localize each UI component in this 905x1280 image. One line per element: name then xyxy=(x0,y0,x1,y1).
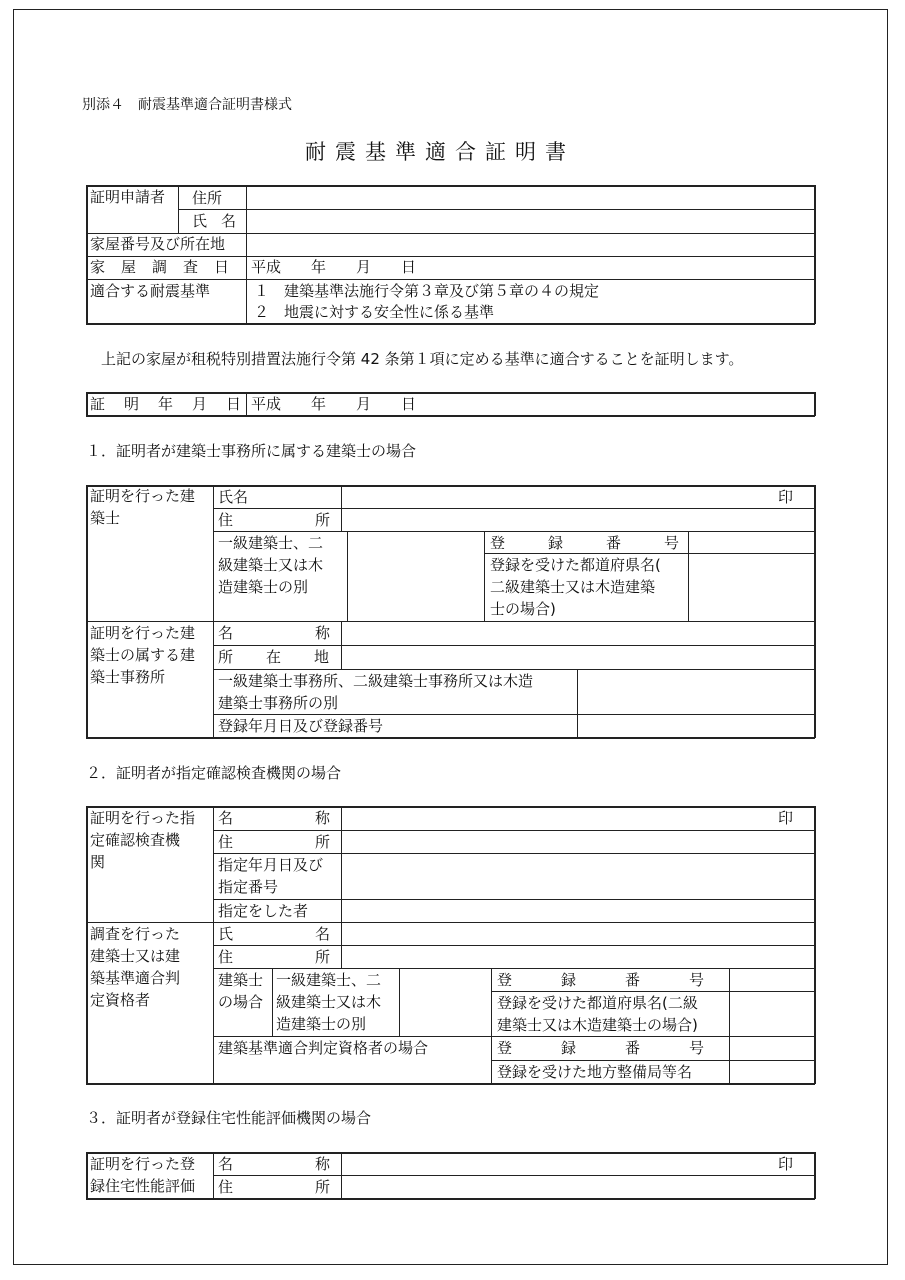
evaluator-label: 証明を行った登 録住宅性能評価 xyxy=(90,1155,196,1195)
applicant-address-label: 住所 xyxy=(192,189,223,207)
office-name-label: 名称 xyxy=(218,624,413,642)
evaluator-seal: 印 xyxy=(778,1155,794,1173)
agency-name-label: 名称 xyxy=(218,809,413,827)
architect-seal: 印 xyxy=(778,488,794,506)
inspector-name-label: 氏名 xyxy=(218,925,413,943)
applicant-name-label: 氏名 xyxy=(192,212,251,230)
inspector-class-label: 一級建築士、二 級建築士又は木 造建築士の別 xyxy=(276,971,382,1033)
agency-seal: 印 xyxy=(778,809,794,827)
architect-address-label: 住所 xyxy=(218,511,413,529)
office-class-label: 一級建築士事務所、二級建築士事務所又は木造 建築士事務所の別 xyxy=(218,672,534,712)
section1-heading: １．証明者が建築士事務所に属する建築士の場合 xyxy=(86,442,417,460)
architect-label: 証明を行った建 築士 xyxy=(90,487,196,527)
document-title: 耐震基準適合証明書 xyxy=(305,140,575,164)
judge-case-label: 建築基準適合判定資格者の場合 xyxy=(218,1039,429,1057)
inspector-label: 調査を行った 建築士又は建 築基準適合判 定資格者 xyxy=(90,925,181,1009)
designation-label: 指定年月日及び 指定番号 xyxy=(218,856,324,896)
architect-name-label: 氏名 xyxy=(218,488,249,506)
standard-item-1: １ 建築基準法施行令第３章及び第５章の４の規定 xyxy=(254,282,600,300)
prefecture-label: 登録を受けた都道府県名( 二級建築士又は木造建築 士の場合) xyxy=(490,556,661,618)
office-label: 証明を行った建 築士の属する建 築士事務所 xyxy=(90,624,196,686)
agency-label: 証明を行った指 定確認検査機 関 xyxy=(90,809,196,871)
office-location-label: 所在地 xyxy=(218,648,363,666)
evaluator-name-label: 名称 xyxy=(218,1155,413,1173)
architect-class-label: 一級建築士、二 級建築士又は木 造建築士の別 xyxy=(218,534,324,596)
agency-address-label: 住所 xyxy=(218,833,413,851)
inspector-prefecture-label: 登録を受けた都道府県名(二級 建築士又は木造建築士の場合) xyxy=(497,994,698,1034)
judge-reg-number-label: 登録番号 xyxy=(497,1039,754,1057)
standard-item-2: ２ 地震に対する安全性に係る基準 xyxy=(254,303,495,321)
bureau-label: 登録を受けた地方整備局等名 xyxy=(497,1063,693,1081)
evaluator-address-label: 住所 xyxy=(218,1178,413,1196)
house-number-label: 家屋番号及び所在地 xyxy=(90,235,226,253)
inspector-reg-number-label: 登録番号 xyxy=(497,971,754,989)
designator-label: 指定をした者 xyxy=(218,902,309,920)
architect-case-label: 建築士 の場合 xyxy=(218,971,264,1011)
applicant-label: 証明申請者 xyxy=(90,188,166,206)
attachment-label: 別添４ 耐震基準適合証明書様式 xyxy=(82,97,292,113)
section2-heading: ２．証明者が指定確認検査機関の場合 xyxy=(86,764,342,782)
cert-date-label: 証明年月日 xyxy=(90,395,261,413)
reg-number-label: 登録番号 xyxy=(490,534,723,552)
certification-statement: 上記の家屋が租税特別措置法施行令第 42 条第１項に定める基準に適合することを証明します。 xyxy=(101,350,744,368)
cert-date-value[interactable]: 平成 年 月 日 xyxy=(251,395,417,413)
survey-date-value[interactable]: 平成 年 月 日 xyxy=(251,258,417,276)
standard-label: 適合する耐震基準 xyxy=(90,282,211,300)
inspector-address-label: 住所 xyxy=(218,948,413,966)
office-reg-label: 登録年月日及び登録番号 xyxy=(218,717,384,735)
section3-heading: ３．証明者が登録住宅性能評価機関の場合 xyxy=(86,1109,372,1127)
survey-date-label: 家屋調査日 xyxy=(90,258,246,276)
